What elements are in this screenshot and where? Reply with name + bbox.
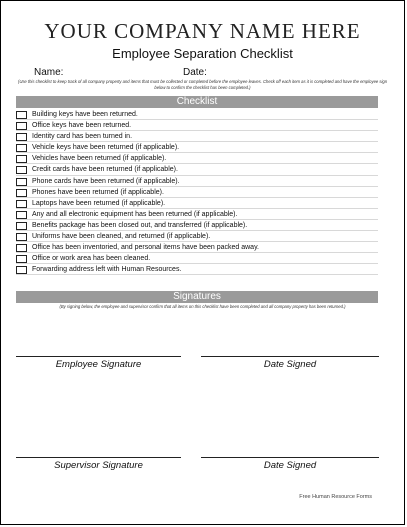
footer-credit: Free Human Resource Forms xyxy=(299,494,372,500)
checkbox[interactable] xyxy=(16,144,27,152)
checklist-item-label: Credit cards have been returned (if applicable). xyxy=(32,166,178,174)
checklist-item xyxy=(16,220,378,231)
checkbox[interactable] xyxy=(16,255,27,263)
checklist-item xyxy=(16,253,378,264)
checklist-item xyxy=(16,231,378,242)
checklist-item xyxy=(16,131,378,142)
checklist-item-label: Office or work area has been cleaned. xyxy=(32,255,151,263)
supervisor-signature-label: Supervisor Signature xyxy=(54,460,143,471)
checkbox[interactable] xyxy=(16,266,27,274)
checklist-item-label: Benefits package has been closed out, and transferred (if applicable). xyxy=(32,221,248,229)
checkbox[interactable] xyxy=(16,211,27,219)
checkbox[interactable] xyxy=(16,122,27,130)
checkbox[interactable] xyxy=(16,155,27,163)
checklist-item-label: Phone cards have been returned (if applicable). xyxy=(32,177,180,185)
checklist-item xyxy=(16,198,378,209)
signatures-header-bar: Signatures xyxy=(16,291,378,303)
instructions-text: (Use this checklist to keep track of all company property and items that must be collected or completed before the employee leaves. Check off each item as it is completed and have the employee sign below to confirm the checklist has been completed.) xyxy=(17,79,388,90)
checklist-item xyxy=(16,109,378,120)
checkbox[interactable] xyxy=(16,178,27,186)
checklist-items xyxy=(16,109,378,275)
checklist-item xyxy=(16,120,378,131)
employee-date-line[interactable] xyxy=(201,356,379,357)
checklist-header-bar: Checklist xyxy=(16,96,378,108)
checkbox[interactable] xyxy=(16,111,27,119)
checklist-item xyxy=(16,209,378,220)
name-field-label: Name: xyxy=(34,67,64,78)
checklist-item-label: Building keys have been returned. xyxy=(32,111,138,118)
checklist-item-label: Vehicle keys have been returned (if applicable). xyxy=(32,144,180,152)
checkbox[interactable] xyxy=(16,244,27,252)
checkbox[interactable] xyxy=(16,166,27,174)
supervisor-date-line[interactable] xyxy=(201,457,379,458)
checkbox[interactable] xyxy=(16,133,27,141)
checklist-item-label: Any and all electronic equipment has been returned (if applicable). xyxy=(32,210,238,218)
checklist-item xyxy=(16,164,378,175)
checklist-item xyxy=(16,187,378,198)
supervisor-date-label: Date Signed xyxy=(263,460,317,471)
employee-signature-line[interactable] xyxy=(16,356,181,357)
form-title: Employee Separation Checklist xyxy=(112,46,293,61)
signatures-note: (By signing below, the employee and supervisor confirm that all items on this checklist have been completed and all company property has been returned.) xyxy=(59,304,346,309)
checklist-item-label: Uniforms have been cleaned, and returned (if applicable). xyxy=(32,233,211,241)
checkbox[interactable] xyxy=(16,200,27,208)
checklist-item-label: Office has been inventoried, and personal items have been packed away. xyxy=(32,244,259,252)
checkbox[interactable] xyxy=(16,233,27,241)
employee-signature-label: Employee Signature xyxy=(55,359,142,370)
checklist-item xyxy=(16,142,378,153)
date-field-label: Date: xyxy=(183,67,207,78)
checklist-item xyxy=(16,264,378,275)
checkbox[interactable] xyxy=(16,222,27,230)
checklist-item-label: Forwarding address left with Human Resources. xyxy=(32,266,182,274)
checklist-item xyxy=(16,153,378,164)
checklist-item-label: Identity card has been turned in. xyxy=(32,133,133,141)
checklist-item-label: Office keys have been returned. xyxy=(32,122,132,130)
checklist-item-label: Phones have been returned (if applicable). xyxy=(32,188,164,196)
checklist-item-label: Vehicles have been returned (if applicable). xyxy=(32,155,167,163)
checklist-item xyxy=(16,242,378,253)
company-name: YOUR COMPANY NAME HERE xyxy=(44,19,361,43)
supervisor-signature-line[interactable] xyxy=(16,457,181,458)
employee-date-label: Date Signed xyxy=(263,359,317,370)
checklist-item-label: Laptops have been returned (if applicable). xyxy=(32,199,166,207)
checkbox[interactable] xyxy=(16,189,27,197)
checklist-item xyxy=(16,176,378,187)
